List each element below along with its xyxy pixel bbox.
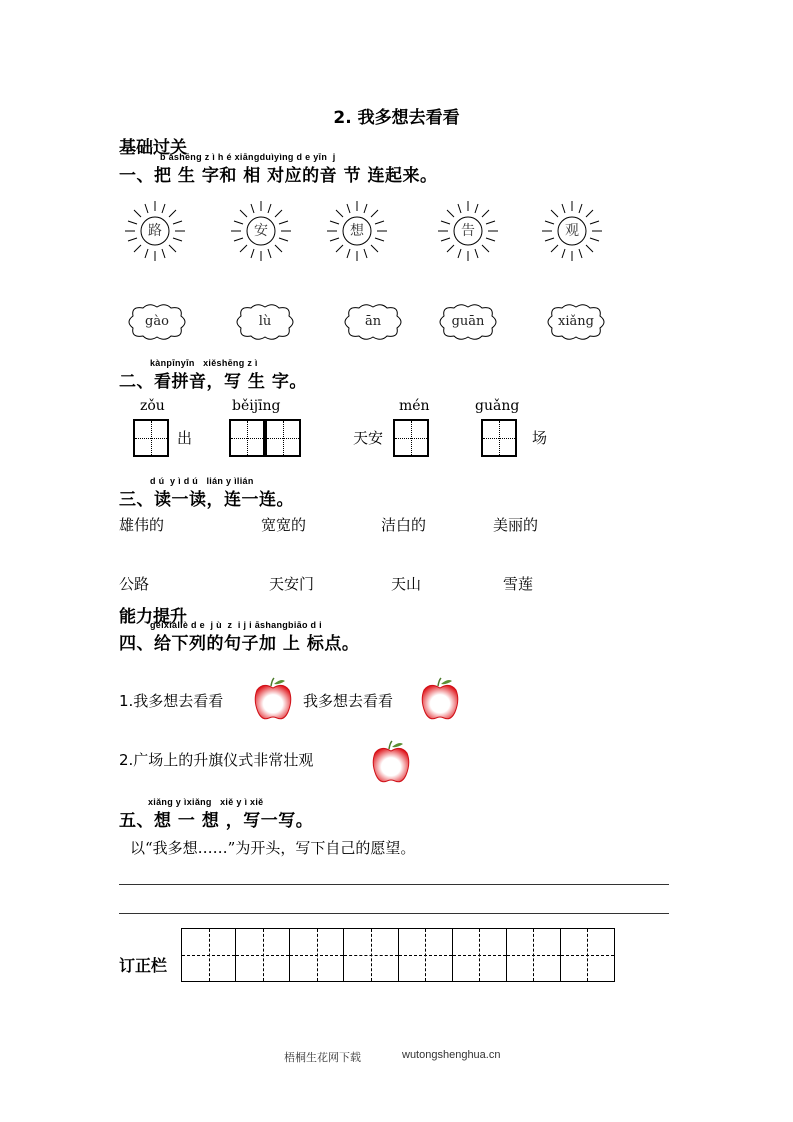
cloud-syllable-3[interactable] xyxy=(341,302,405,342)
tianzige-box[interactable] xyxy=(481,419,517,457)
cloud-syllable-label: guān xyxy=(451,314,485,329)
q2-item3-pinyin: mén xyxy=(399,398,430,414)
sun-character-label: 告 xyxy=(461,223,475,239)
cloud-syllable-label: ān xyxy=(364,314,382,329)
q3-noun-2[interactable]: 天安门 xyxy=(269,575,315,593)
tianzige-box[interactable] xyxy=(133,419,169,457)
cloud-syllable-1[interactable] xyxy=(125,302,189,342)
q2-item3-before: 天安 xyxy=(353,429,384,447)
q3-noun-4[interactable]: 雪莲 xyxy=(503,575,534,593)
apple-answer-slot[interactable] xyxy=(420,676,460,722)
q3-heading: 三、读一读，连一连。 xyxy=(119,490,294,510)
q3-adjective-2[interactable]: 宽宽的 xyxy=(261,516,307,534)
correction-cell[interactable] xyxy=(399,929,453,981)
q2-item1-after: 出 xyxy=(177,429,193,447)
tianzige-box[interactable] xyxy=(393,419,429,457)
answer-line-2[interactable] xyxy=(119,913,669,914)
sun-character-4[interactable] xyxy=(436,199,500,263)
correction-cell[interactable] xyxy=(344,929,398,981)
q3-adjective-3[interactable]: 洁白的 xyxy=(381,516,427,534)
correction-cell[interactable] xyxy=(182,929,236,981)
q4-heading: 四、给下列的句子加 上 标点。 xyxy=(119,634,360,654)
section-advanced-heading: 能力提升 xyxy=(119,607,187,627)
q1-pinyin-annotation: b ǎshēng z ì h é xiāngduìyìng d e yīn j xyxy=(160,152,336,162)
q4-sentence-2: 2.广场上的升旗仪式非常壮观 xyxy=(119,751,314,769)
q3-noun-3[interactable]: 天山 xyxy=(391,575,422,593)
sun-character-1[interactable] xyxy=(123,199,187,263)
apple-icon xyxy=(371,739,411,785)
q3-pinyin-annotation: d ú y ì d ú lián y ìlián xyxy=(150,476,254,486)
footer-site-name: 梧桐生花网下载 xyxy=(284,1051,361,1064)
correction-cell[interactable] xyxy=(290,929,344,981)
sun-character-label: 安 xyxy=(254,223,268,239)
apple-answer-slot[interactable] xyxy=(253,676,293,722)
q5-heading: 五、想 一 想 ，写一写。 xyxy=(119,811,314,831)
apple-icon xyxy=(253,676,293,722)
correction-grid[interactable] xyxy=(181,928,615,982)
cloud-syllable-label: lù xyxy=(258,314,272,329)
correction-cell[interactable] xyxy=(561,929,614,981)
q2-item2-pinyin: běijīng xyxy=(232,398,281,414)
q3-adjective-4[interactable]: 美丽的 xyxy=(493,516,539,534)
cloud-syllable-2[interactable] xyxy=(233,302,297,342)
sun-character-2[interactable] xyxy=(229,199,293,263)
correction-cell[interactable] xyxy=(236,929,290,981)
q1-heading: 一、把 生 字和 相 对应的音 节 连起来。 xyxy=(119,166,438,186)
apple-icon xyxy=(420,676,460,722)
q2-item4-after: 场 xyxy=(532,429,548,447)
q2-item1-pinyin: zǒu xyxy=(140,398,165,414)
sun-character-label: 观 xyxy=(565,223,579,239)
apple-answer-slot[interactable] xyxy=(371,739,411,785)
q4-sentence-1b: 我多想去看看 xyxy=(303,692,394,710)
correction-cell[interactable] xyxy=(453,929,507,981)
q4-pinyin-annotation: gěixiàliè d e j ù z i j i āshangbiāo d i xyxy=(150,620,322,630)
q2-item4-pinyin: guǎng xyxy=(475,398,520,414)
q2-heading: 二、看拼音，写 生 字。 xyxy=(119,372,307,392)
q5-prompt: 以“我多想……”为开头，写下自己的愿望。 xyxy=(130,839,416,857)
worksheet-title: 2. 我多想去看看 xyxy=(333,108,460,128)
section-basic-heading: 基础过关 xyxy=(119,138,187,158)
tianzige-box[interactable] xyxy=(229,419,265,457)
sun-character-3[interactable] xyxy=(325,199,389,263)
answer-line-1[interactable] xyxy=(119,884,669,885)
q2-pinyin-annotation: kànpīnyīn xiěshēng z ì xyxy=(150,358,258,368)
q3-adjective-1[interactable]: 雄伟的 xyxy=(119,516,165,534)
correction-cell[interactable] xyxy=(507,929,561,981)
sun-character-label: 想 xyxy=(350,223,364,239)
cloud-syllable-label: xiǎng xyxy=(558,314,594,329)
cloud-syllable-4[interactable] xyxy=(436,302,500,342)
q3-noun-1[interactable]: 公路 xyxy=(119,575,150,593)
cloud-syllable-5[interactable] xyxy=(544,302,608,342)
sun-character-5[interactable] xyxy=(540,199,604,263)
correction-label: 订正栏 xyxy=(119,956,168,975)
tianzige-box[interactable] xyxy=(265,419,301,457)
sun-character-label: 路 xyxy=(148,223,162,239)
footer-url[interactable]: wutongshenghua.cn xyxy=(402,1049,501,1061)
q4-sentence-1a: 1.我多想去看看 xyxy=(119,692,224,710)
q5-pinyin-annotation: xiǎng y ìxiǎng xiě y ì xiě xyxy=(148,797,264,807)
cloud-syllable-label: gào xyxy=(145,314,169,329)
